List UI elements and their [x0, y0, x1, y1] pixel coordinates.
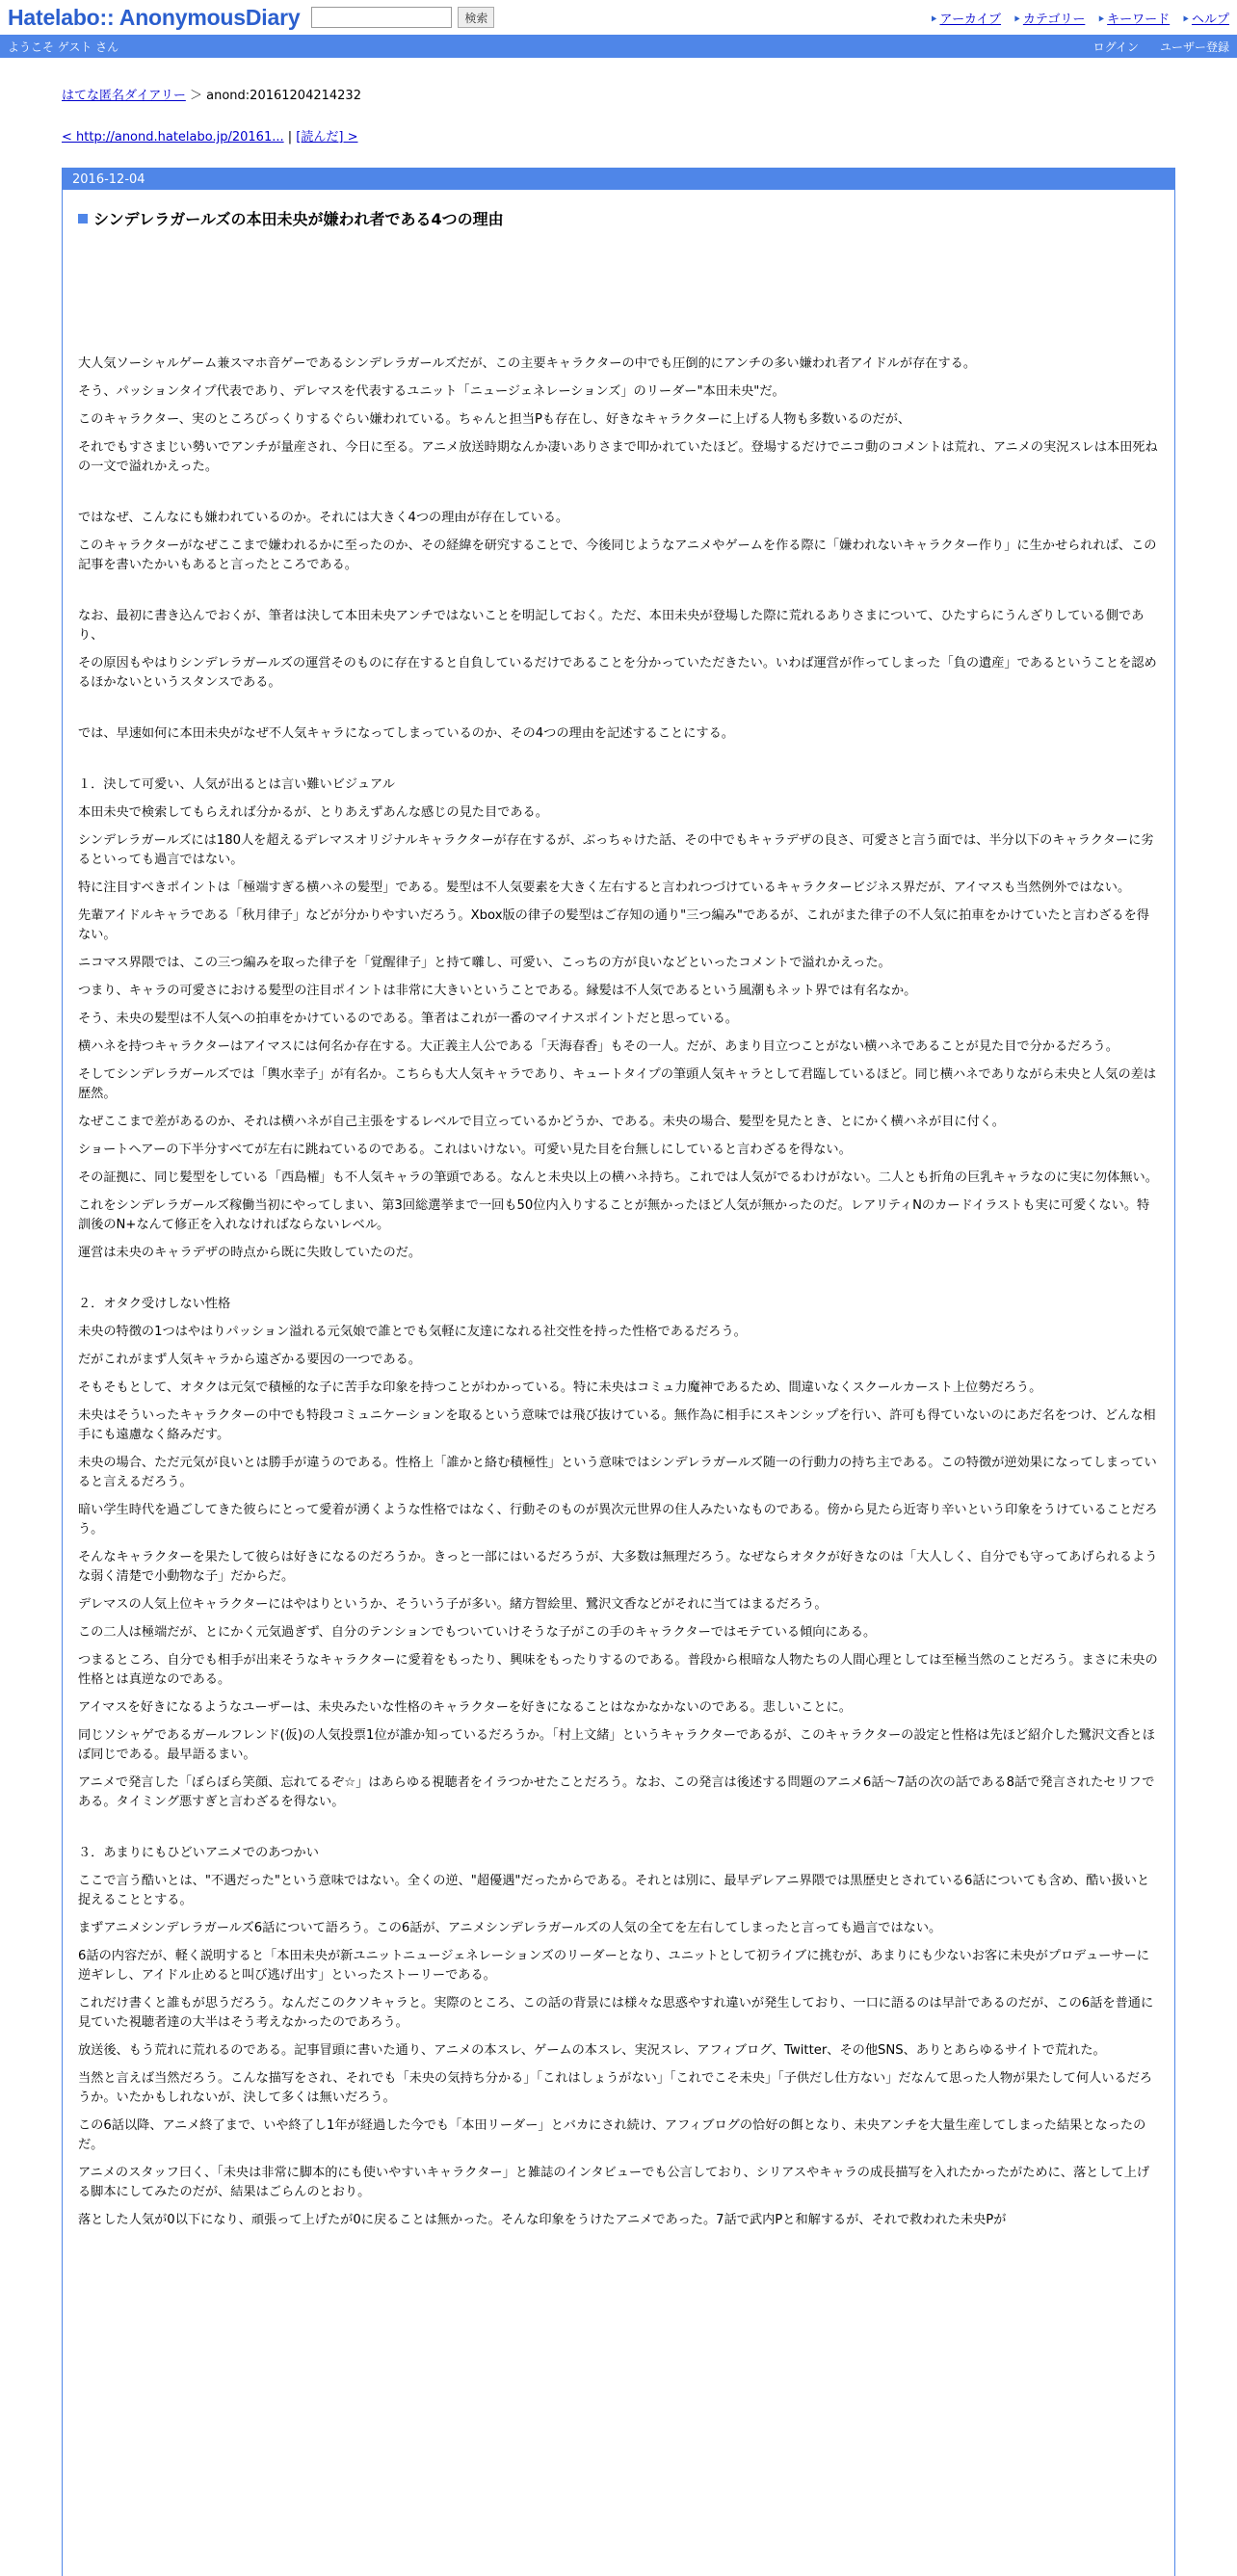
welcome-bar [0, 35, 1237, 58]
entry-paragraph: なお、最初に書き込んでおくが、筆者は決して本田未央アンチではないことを明記しておく。ただ、本田未央が登場した際に荒れるありさまについて、ひたすらにうんざりしている側であり、 [78, 609, 1145, 643]
entry-paragraph: 先輩アイドルキャラである「秋月律子」などが分かりやすいだろう。Xbox版の律子の髪型はご存知の通り"三つ編み"であるが、これがまた律子の不人気に拍車をかけていたと言わざるを得ない。 [78, 908, 1149, 942]
entry-paragraph: 大人気ソーシャルゲーム兼スマホ音ゲーであるシンデレラガールズだが、この主要キャラクターの中でも圧倒的にアンチの多い嫌われ者アイドルが存在する。 [78, 356, 977, 371]
pager [62, 126, 1175, 145]
read-link[interactable]: [読んだ] [296, 130, 344, 145]
arrow-icon: ⯈ [1096, 13, 1106, 26]
entry-paragraph: その証拠に、同じ髪型をしている「西島櫂」も不人気キャラの筆頭である。なんと未央以上の横ハネ持ち。これでは人気がでるわけがない。二人とも折角の巨乳キャラなのに実に勿体無い。 [78, 1170, 1158, 1185]
entry-paragraph: これをシンデレラガールズ稼働当初にやってしまい、第3回総選挙まで一回も50位内入りすることが無かったほど人気が無かったのだ。レアリティNのカードイラストも実に可愛くない。特訓後のN+なんて修正を入れなければならないレベル。 [78, 1198, 1150, 1232]
entry-paragraph: そしてシンデレラガールズでは「輿水幸子」が有名か。こちらも大人気キャラであり、キュートタイプの筆頭人気キャラとして君臨しているほど。同じ横ハネでありながら未央と人気の差は歴然。 [78, 1067, 1157, 1101]
top-nav [930, 9, 1229, 27]
entry-paragraph: アニメで発言した「ぼらぼら笑顔、忘れてるぞ☆」はあらゆる視聴者をイラつかせたことだろう。なお、この発言は後述する問題のアニメ6話～7話の次の話である8話で発言されたセリフである。タイミング悪すぎと言わざるを得ない。 [78, 1775, 1155, 1809]
entry-paragraph: アイマスを好きになるようなユーザーは、未央みたいな性格のキャラクターを好きになることはなかなかないのである。悲しいことに。 [78, 1700, 852, 1715]
prev-link[interactable]: < http://anond.hatelabo.jp/20161... [62, 130, 284, 145]
breadcrumb-root[interactable]: はてな匿名ダイアリー [62, 89, 186, 103]
entry-paragraph: ３．あまりにもひどいアニメでのあつかい [78, 1846, 319, 1860]
entry-marker-icon[interactable] [78, 214, 88, 223]
entry-paragraph: デレマスの人気上位キャラクターにはやはりというか、そういう子が多い。緒方智絵里、鷺沢文香などがそれに当てはまるだろう。 [78, 1597, 828, 1612]
entry-paragraph: 横ハネを持つキャラクターはアイマスには何名か存在する。大正義主人公である「天海春香」もその一人。だが、あまり目立つことがない横ハネであることが見た目で分かるだろう。 [78, 1039, 1119, 1054]
entry-paragraph: アニメのスタッフ曰く、「未央は非常に脚本的にも使いやすいキャラクター」と雑誌のインタビューでも公言しており、シリアスやキャラの成長描写を入れたかったがために、落として上げる脚本にしてみたのだが、結果はごらんのとおり。 [78, 2166, 1150, 2199]
entry-paragraph: このキャラクター、実のところびっくりするぐらい嫌われている。ちゃんと担当Pも存在し、好きなキャラクターに上げる人物も多数いるのだが、 [78, 412, 911, 427]
entry-paragraph: それでもすさまじい勢いでアンチが量産され、今日に至る。アニメ放送時期なんか凄いありさまで叩かれていたほど。登場するだけでニコ動のコメントは荒れ、アニメの実況スレは本田死ねの一文で溢れかえった。 [78, 440, 1158, 474]
paragraph-gap [78, 752, 1159, 775]
paragraph-gap [78, 1272, 1159, 1295]
entry-paragraph: では、早速如何に本田未央がなぜ不人気キャラになってしまっているのか、その4つの理由を記述することにする。 [78, 726, 734, 741]
entry-paragraph: なぜここまで差があるのか、それは横ハネが自己主張をするレベルで目立っているかどうか、である。未央の場合、髪型を見たとき、とにかく横ハネが目に付く。 [78, 1115, 1005, 1129]
entry-paragraph: これだけ書くと誰もが思うだろう。なんだこのクソキャラと。実際のところ、この話の背景には様々な思惑やすれ違いが発生しており、一口に語るのは早計であるのだが、この6話を普通に見ていた視聴者達の大半はそう考えなかったのであろう。 [78, 1996, 1154, 2030]
search-input[interactable] [311, 7, 452, 28]
entry-paragraph: ショートヘアーの下半分すべてが左右に跳ねているのである。これはいけない。可愛い見た目を台無しにしていると言わざるを得ない。 [78, 1143, 852, 1157]
entry-paragraph: 特に注目すべきポイントは「極端すぎる横ハネの髪型」である。髪型は不人気要素を大きく左右すると言われつづけているキャラクタービジネス界だが、アイマスも当然例外ではない。 [78, 881, 1131, 895]
entry-paragraph: シンデレラガールズには180人を超えるデレマスオリジナルキャラクターが存在するが、ぶっちゃけた話、その中でもキャラデザの良さ、可愛さと言う面では、半分以下のキャラクターに劣るといっても過言ではない。 [78, 833, 1154, 867]
nav-keyword[interactable]: ⯈ キーワード [1096, 12, 1171, 27]
breadcrumb-separator: ＞ [189, 89, 202, 103]
day-section [62, 168, 1175, 2576]
entry-paragraph: そう、パッションタイプ代表であり、デレマスを代表するユニット「ニュージェネレーションズ」のリーダー"本田未央"だ。 [78, 384, 785, 399]
entry-paragraph: 未央の場合、ただ元気が良いとは勝手が違うのである。性格上「誰かと絡む積極性」という意味ではシンデレラガールズ随一の行動力の持ち主である。この特徴が逆効果になってしまっていると言えるだろう。 [78, 1456, 1157, 1489]
entry-paragraph: 本田未央で検索してもらえれば分かるが、とりあえずあんな感じの見た目である。 [78, 805, 548, 820]
entry-paragraph: まずアニメシンデレラガールズ6話について語ろう。この6話が、アニメシンデレラガールズの人気の全てを左右してしまったと言っても過言ではない。 [78, 1921, 942, 1935]
entry-paragraph: この6話以降、アニメ終了まで、いや終了し1年が経過した今でも「本田リーダー」とバカにされ続け、アフィブログの恰好の餌となり、未央アンチを大量生産してしまった結果となったのだ。 [78, 2118, 1146, 2152]
entry-title-row [78, 207, 1159, 229]
entry-paragraph: 6話の内容だが、軽く説明すると「本田未央が新ユニットニュージェネレーションズのリーダーとなり、ユニットとして初ライブに挑むが、あまりにも少ないお客に未央がプロデューサーに逆ギレし、アイドル止めると叫び逃げ出す」といったストーリーである。 [78, 1949, 1149, 1983]
nav-category[interactable]: ⯈ カテゴリー [1013, 12, 1086, 27]
arrow-icon: ⯈ [1181, 13, 1190, 26]
paragraph-gap [78, 1821, 1159, 1844]
entry-paragraph: ここで言う酷いとは、"不遇だった"という意味ではない。全くの逆、"超優遇"だったからである。それとは別に、最早デレアニ界隈では黒歴史とされている6話についても含め、酷い扱いと捉えることとする。 [78, 1874, 1150, 1907]
day-date: 2016-12-04 [63, 169, 1174, 190]
entry-paragraph: 未央の特徴の1つはやはりパッション溢れる元気娘で誰とでも気軽に友達になれる社交性を持った性格であるだろう。 [78, 1325, 747, 1339]
entry-body [78, 355, 1159, 2230]
arrow-icon: ⯈ [929, 13, 938, 26]
entry-paragraph: つまるところ、自分でも相手が出来そうなキャラクターに愛着をもったり、興味をもったりするのである。普段から根暗な人物たちの人間心理としては至極当然のことだろう。まさに未央の性格とは真逆なのである。 [78, 1653, 1158, 1687]
main-container [0, 85, 1237, 2576]
entry-paragraph: だがこれがまず人気キャラから遠ざかる要因の一つである。 [78, 1353, 422, 1367]
entry-title: シンデレラガールズの本田未央が嫌われ者である4つの理由 [93, 210, 504, 228]
entry-paragraph: 同じソシャゲであるガールフレンド(仮)の人気投票1位が誰か知っているだろうか。「村上文緒」というキャラクターであるが、このキャラクターの設定と性格は先ほど紹介した鷺沢文香とほぼ同じである。最早語るまい。 [78, 1728, 1155, 1762]
entry-paragraph: ２．オタク受けしない性格 [78, 1297, 231, 1311]
entry [63, 190, 1174, 2230]
entry-paragraph: 当然と言えば当然だろう。こんな描写をされ、それでも「未央の気持ち分かる」「これはしょうがない」「これでこそ未央」「子供だし仕方ない」だなんて思った人物が果たして何人いるだろうか。いたかもしれないが、決して多くは無いだろう。 [78, 2071, 1153, 2105]
entry-paragraph: そう、未央の髪型は不人気への拍車をかけているのである。筆者はこれが一番のマイナスポイントだと思っている。 [78, 1012, 738, 1026]
entry-paragraph: 暗い学生時代を過ごしてきた彼らにとって愛着が湧くような性格ではなく、行動そのものが異次元世界の住人みたいなものである。傍から見たら近寄り辛いという印象をうけていることだろう。 [78, 1503, 1158, 1537]
arrow-icon: ⯈ [1013, 13, 1021, 26]
search-button[interactable]: 検索 [458, 7, 494, 28]
entry-paragraph: この二人は極端だが、とにかく元気過ぎず、自分のテンションでもついていけそうな子がこの手のキャラクターではモテている傾向にある。 [78, 1625, 877, 1640]
entry-paragraph: そもそもとして、オタクは元気で積極的な子に苦手な印象を持つことがわかっている。特に未央はコミュ力魔神であるため、間違いなくスクールカースト上位勢だろう。 [78, 1380, 1042, 1395]
entry-paragraph: そんなキャラクターを果たして彼らは好きになるのだろうか。きっと一部にはいるだろうが、大多数は無理だろう。なぜならオタクが好きなのは「大人しく、自分でも守ってあげられるような弱く清楚で小動物な子」だからだ。 [78, 1550, 1158, 1584]
entry-paragraph: つまり、キャラの可愛さにおける髪型の注目ポイントは非常に大きいということである。縁髪は不人気であるという風潮もネット界では有名なか。 [78, 984, 917, 998]
entry-paragraph: ではなぜ、こんなにも嫌われているのか。それには大きく4つの理由が存在している。 [78, 511, 569, 525]
welcome-text: ようこそ ゲスト さん [8, 39, 119, 54]
next-link[interactable]: > [343, 130, 358, 145]
paragraph-gap [78, 486, 1159, 509]
entry-paragraph: 落とした人気が0以下になり、頑張って上げたが0に戻ることは無かった。そんな印象をうけたアニメであった。7話で武内Pと和解するが、それで救われた未央Pが [78, 2213, 1007, 2227]
breadcrumb-current: anond:20161204214232 [206, 89, 361, 103]
entry-paragraph: 未央はそういったキャラクターの中でも特段コミュニケーションを取るという意味では飛び抜けている。無作為に相手にスキンシップを行い、許可も得ていないのにあだ名をつけ、どんな相手にも遠慮なく絡みだす。 [78, 1408, 1156, 1442]
entry-paragraph: このキャラクターがなぜここまで嫌われるかに至ったのか、その経緯を研究することで、今後同じようなアニメやゲームを作る際に「嫌われないキャラクター作り」に生かせられれば、この記事を書いたかいもあると言ったところである。 [78, 539, 1157, 572]
nav-archive[interactable]: ⯈ アーカイブ [929, 12, 1002, 27]
entry-paragraph: 運営は未央のキャラデザの時点から既に失敗していたのだ。 [78, 1246, 422, 1260]
pager-separator: | [283, 130, 297, 145]
nav-help[interactable]: ⯈ ヘルプ [1181, 12, 1229, 27]
entry-paragraph: １．決して可愛い、人気が出るとは言い難いビジュアル [78, 777, 395, 792]
login-link[interactable]: ログイン [1092, 39, 1139, 54]
entry-paragraph: その原因もやはりシンデレラガールズの運営そのものに存在すると自負しているだけであることを分かっていただきたい。いわば運営が作ってしまった「負の遺産」であるということを認めるほかないというスタンスである。 [78, 656, 1157, 690]
entry-paragraph: ニコマス界隈では、この三つ編みを取った律子を「覚醒律子」と持て囃し、可愛い、こっちの方が良いなどといったコメントで溢れかえった。 [78, 956, 891, 970]
site-logo[interactable]: Hatelabo:: AnonymousDiary [8, 4, 301, 30]
site-header [0, 0, 1237, 35]
entry-paragraph: 放送後、もう荒れに荒れるのである。記事冒頭に書いた通り、アニメの本スレ、ゲームの本スレ、実況スレ、アフィブログ、Twitter、その他SNS、ありとあらゆるサイトで荒れた。 [78, 2043, 1106, 2058]
breadcrumb [62, 85, 1175, 103]
paragraph-gap [78, 584, 1159, 607]
paragraph-gap [78, 701, 1159, 724]
register-link[interactable]: ユーザー登録 [1159, 39, 1229, 54]
